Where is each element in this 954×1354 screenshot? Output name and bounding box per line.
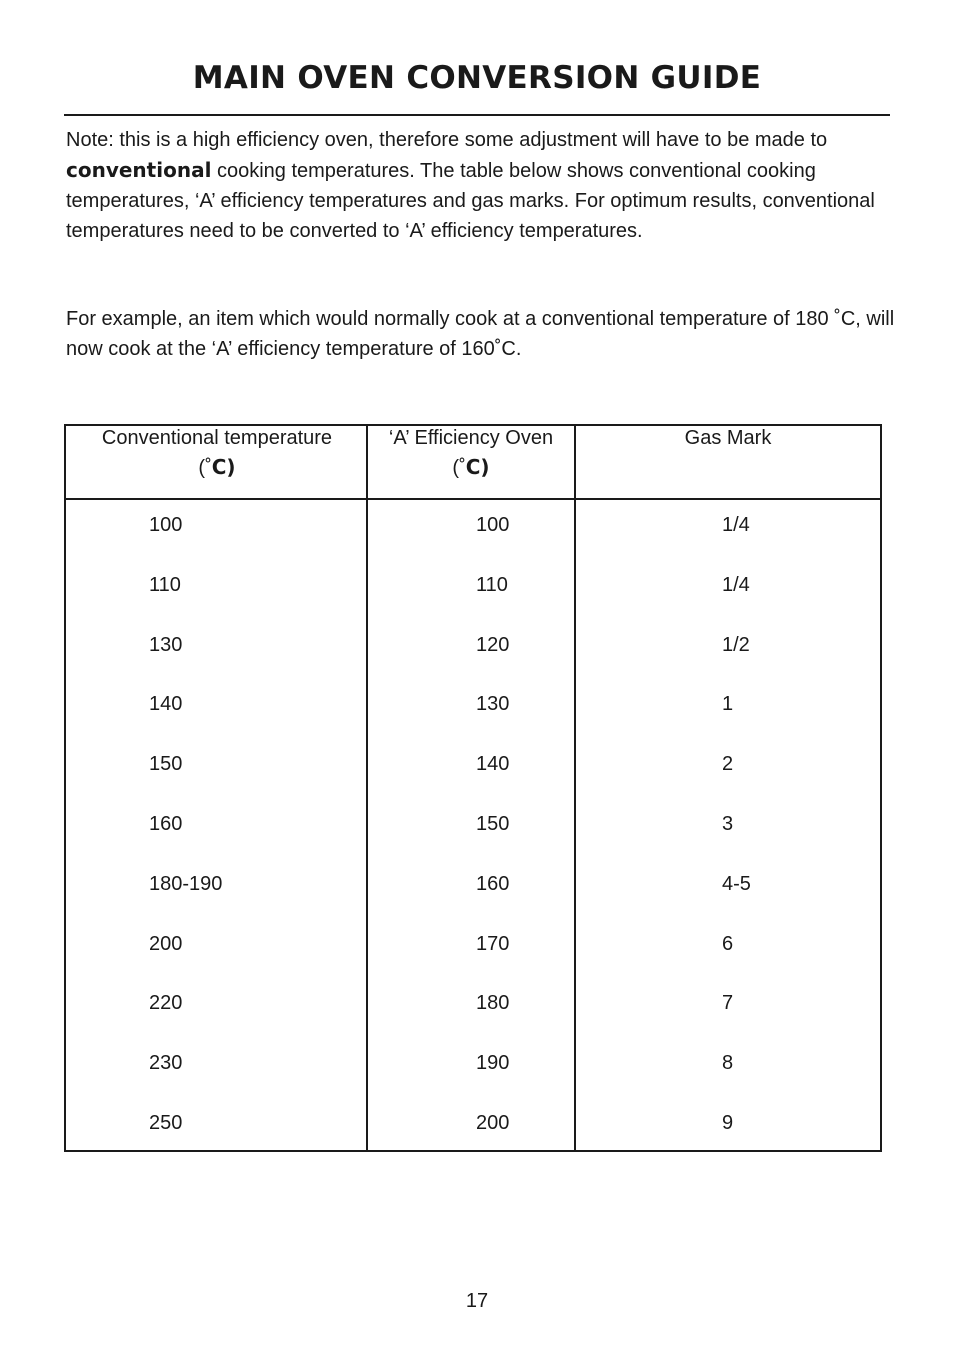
table-cell-gas-mark: 7 — [722, 992, 734, 1015]
table-cell-efficiency: 170 — [476, 932, 510, 955]
table-cell-conventional: 180-190 — [149, 872, 223, 895]
table-divider-1 — [366, 424, 368, 1152]
table-cell-gas-mark: 9 — [722, 1112, 734, 1134]
table-cell-gas-mark: 6 — [722, 932, 734, 955]
table-cell-efficiency: 120 — [476, 633, 510, 656]
header-conventional-label: Conventional temperature — [101, 427, 333, 449]
table-cell-conventional: 110 — [149, 573, 181, 596]
header-efficiency — [368, 424, 574, 483]
table-cell-gas-mark: 3 — [722, 813, 734, 835]
table-cell-conventional: 220 — [149, 992, 183, 1015]
table-border-left — [64, 424, 66, 1152]
table-cell-conventional: 230 — [149, 1052, 183, 1075]
header-conventional — [68, 424, 366, 483]
page-title: MAIN OVEN CONVERSION GUIDE — [192, 60, 762, 96]
table-cell-gas-mark: 1/4 — [722, 573, 750, 596]
note-text-start: Note: this is a high efficiency oven, therefore some adjustment will have to be made to — [66, 129, 828, 151]
table-cell-gas-mark: 1/2 — [722, 633, 750, 656]
table-cell-efficiency: 110 — [476, 573, 508, 596]
header-divider — [64, 498, 882, 500]
table-cell-efficiency: 200 — [476, 1112, 510, 1134]
table-cell-gas-mark: 2 — [722, 753, 734, 776]
header-efficiency-label: ‘A’ Efficiency Oven — [388, 427, 554, 449]
table-cell-efficiency: 160 — [476, 872, 510, 895]
example-paragraph: For example, an item which would normally cook at a conventional temperature of 180 ˚C, will now cook at the ‘A’ efficiency temperature of 160˚C. — [66, 308, 895, 360]
table-cell-gas-mark: 1/4 — [722, 514, 750, 536]
table-cell-efficiency: 150 — [476, 813, 510, 835]
header-efficiency-unit: (˚C) — [452, 455, 490, 479]
table-cell-efficiency: 190 — [476, 1052, 510, 1075]
title-divider — [64, 114, 890, 116]
header-gas-mark-label: Gas Mark — [684, 427, 772, 449]
table-cell-conventional: 200 — [149, 932, 183, 955]
table-cell-efficiency: 140 — [476, 753, 510, 776]
table-cell-gas-mark: 8 — [722, 1052, 734, 1075]
table-border-bottom — [64, 1150, 880, 1152]
table-cell-efficiency: 180 — [476, 992, 510, 1015]
table-cell-conventional: 160 — [149, 813, 183, 835]
table-cell-conventional: 100 — [149, 514, 183, 536]
note-bold-word: conventional — [66, 158, 212, 182]
page-number: 17 — [465, 1290, 489, 1312]
conversion-table — [64, 424, 882, 1152]
table-cell-efficiency: 100 — [476, 514, 510, 536]
table-cell-conventional: 140 — [149, 693, 183, 716]
table-cell-efficiency: 130 — [476, 693, 510, 716]
table-cell-conventional: 130 — [149, 633, 183, 656]
table-cell-conventional: 250 — [149, 1112, 183, 1134]
table-border-right — [880, 424, 882, 1152]
header-gas-mark — [576, 424, 880, 453]
table-cell-gas-mark: 4-5 — [722, 872, 751, 895]
table-cell-conventional: 150 — [149, 753, 183, 776]
note-text-end: cooking temperatures. The table below shows conventional cooking temperatures, ‘A’ efficiency temperatures and gas marks. For optimum results, conventional temperatures need to be converted to ‘A’ efficiency temperatures. — [66, 160, 875, 242]
note-paragraph — [66, 125, 896, 246]
header-conventional-unit: (˚C) — [198, 455, 236, 479]
table-cell-gas-mark: 1 — [722, 693, 734, 716]
table-divider-2 — [574, 424, 576, 1152]
